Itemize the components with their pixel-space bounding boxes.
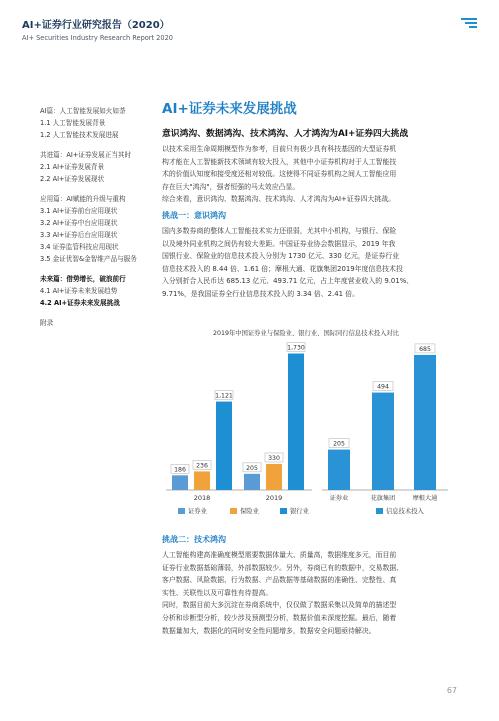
data-label: 685 xyxy=(419,345,431,353)
page-number: 67 xyxy=(446,686,457,695)
toc-item[interactable]: 应用篇：AI赋能的升级与重构 xyxy=(40,195,126,203)
data-label: 330 xyxy=(268,454,280,462)
toc-item[interactable]: 4.2 AI+证券未来发展挑战 xyxy=(40,299,120,307)
lower-content xyxy=(162,530,451,637)
x-tick-label: 2018 xyxy=(193,494,211,502)
toc-item[interactable]: 3.5 金证优智&金智维产品与服务 xyxy=(40,255,137,263)
data-label: 1,121 xyxy=(215,392,233,400)
bar-证券业-2019 xyxy=(244,474,260,490)
it-investment-chart xyxy=(162,326,451,536)
data-label: 205 xyxy=(333,440,345,448)
text-line: 以及境外同业机构之间仍有较大差距。中国证券业协会数据显示，2019 年我 xyxy=(162,239,396,248)
text-line: 国内多数券商的整体人工智能技术实力还很弱，尤其中小机构，与银行、保险 xyxy=(162,226,397,235)
header-accent-icon xyxy=(461,18,477,28)
table-of-contents xyxy=(40,105,158,337)
toc-item[interactable]: 3.3 AI+证券后台应用现状 xyxy=(40,231,118,239)
legend-swatch xyxy=(178,508,185,514)
section-title: AI+证券未来发展挑战 xyxy=(162,101,297,117)
toc-item[interactable]: 4.1 AI+证券未来发展趋势 xyxy=(40,287,118,295)
text-line: 9.71%，是我国证券全行业信息技术投入的 3.34 倍、2.41 倍。 xyxy=(162,289,359,298)
text-line: 综合来看，意识鸿沟、数据鸿沟、技术鸿沟、人才鸿沟为AI+证券四大挑战。 xyxy=(162,195,396,204)
toc-item[interactable]: 1.1 人工智能发展背景 xyxy=(40,119,106,127)
text-line: 实性、关联性以及可靠性有待提高。 xyxy=(162,588,273,597)
toc-item[interactable]: 2.1 AI+证券发展背景 xyxy=(40,163,105,171)
text-line: 以技术采用生命周期模型作为参考，目前只有极少具有科技基因的大型证券机 xyxy=(162,145,397,153)
toc-item[interactable]: 2.2 AI+证券发展现状 xyxy=(40,175,105,183)
x-tick-label: 摩根大通 xyxy=(412,495,438,502)
challenge1-title: 挑战一：意识鸿沟 xyxy=(162,210,226,220)
bar-保险业-2018 xyxy=(194,471,210,490)
text-line: 术的价值认知度和接受度还相对较低。这使得不同证券机构之间人工智能应用 xyxy=(162,170,397,179)
toc-item[interactable]: 1.2 人工智能技术发展进展 xyxy=(40,131,119,139)
text-line: 分析和诊断型分析，较少涉及预测型分析，数据价值未深度挖掘。最后，随着 xyxy=(162,613,397,622)
data-label: 494 xyxy=(377,383,389,391)
chart-svg xyxy=(162,326,451,536)
legend-label: 信息技术投入 xyxy=(386,508,424,515)
page-header xyxy=(22,16,477,42)
toc-section xyxy=(40,193,158,265)
data-label: 186 xyxy=(174,466,186,474)
legend-swatch xyxy=(376,508,383,514)
toc-section xyxy=(40,105,158,141)
text-line: 构才能在人工智能新技术领域有较大投入，其他中小证券机构对于人工智能技 xyxy=(162,157,397,166)
bar-it-证券业 xyxy=(328,450,350,490)
bar-it-摩根大通 xyxy=(414,355,436,490)
x-tick-label: 花旗集团 xyxy=(370,495,396,502)
data-label: 1,730 xyxy=(287,344,305,352)
text-line: 信息技术投入的 8.44 倍、1.61 倍；摩根大通、花旗集团2019年度信息技术投 xyxy=(162,264,403,273)
chart-title: 2019年中国证券业与保险业、银行业、国际同行信息技术投入对比 xyxy=(212,330,400,337)
bar-it-花旗集团 xyxy=(372,393,394,490)
intro-paragraph xyxy=(162,143,451,206)
x-tick-label: 2019 xyxy=(265,494,283,502)
toc-item[interactable]: 3.2 AI+证券中台应用现状 xyxy=(40,219,118,227)
text-line: 入分别折合人民币达 685.13 亿元、493.71 亿元，占上年度营业收入的 9.01%、 xyxy=(162,277,414,286)
main-content xyxy=(162,100,451,301)
bar-银行业-2019 xyxy=(288,354,304,490)
legend-swatch xyxy=(280,508,287,514)
text-line: 国银行业、保险业的信息技术投入分别为 1730 亿元、330 亿元，是证券行业 xyxy=(162,252,400,261)
toc-item[interactable]: AI篇：人工智能发展如火如荼 xyxy=(40,107,126,115)
challenge2-title: 挑战二：技术鸿沟 xyxy=(162,535,226,544)
challenge2-paragraph xyxy=(162,549,451,637)
x-tick-label: 证券业 xyxy=(329,495,349,502)
text-line: 数据量加大，数据化的同时安全性问题增多，数据安全问题亟待解决。 xyxy=(162,626,376,635)
toc-section xyxy=(40,273,158,309)
text-line: 人工智能构建高准确度模型需要数据体量大、质量高，数据维度多元，而目前 xyxy=(162,551,397,559)
report-title: AI+证券行业研究报告（2020） xyxy=(22,20,170,31)
toc-section xyxy=(40,149,158,185)
text-line: 客户数据、风险数据、行为数据、产品数据等基础数据的准确性、完整性、真 xyxy=(162,576,397,585)
legend-label: 银行业 xyxy=(290,508,309,515)
text-line: 证券行业数据基础薄弱，外部数据较少。另外，券商已有的数据中，交易数据、 xyxy=(162,563,404,572)
data-label: 205 xyxy=(246,464,258,472)
report-subtitle: AI+ Securities Industry Research Report 2020 xyxy=(22,34,173,42)
section-subtitle: 意识鸿沟、数据鸿沟、技术鸿沟、人才鸿沟为AI+证券四大挑战 xyxy=(162,129,409,139)
legend-swatch xyxy=(230,508,237,514)
toc-item[interactable]: 共进篇：AI+证券发展正当其时 xyxy=(40,151,132,159)
toc-item[interactable]: 3.1 AI+证券前台应用现状 xyxy=(40,207,118,215)
text-line: 同时，数据目前大多沉淀在券商系统中，仅仅做了数据采集以及简单的描述型 xyxy=(162,601,397,610)
toc-section xyxy=(40,317,158,329)
legend-label: 保险业 xyxy=(240,508,259,515)
bar-证券业-2018 xyxy=(172,475,188,490)
data-label: 236 xyxy=(196,462,208,470)
text-line: 存在巨大"鸿沟"，强者恒强的马太效应凸显。 xyxy=(162,182,300,191)
bar-保险业-2019 xyxy=(266,464,282,490)
toc-item[interactable]: 附录 xyxy=(40,319,54,327)
challenge1-paragraph xyxy=(162,225,451,301)
toc-item[interactable]: 3.4 证券监管科技应用现状 xyxy=(40,243,119,251)
legend-label: 证券业 xyxy=(188,508,207,515)
toc-item[interactable]: 未来篇：借势增长，破浪前行 xyxy=(40,275,126,283)
bar-银行业-2018 xyxy=(216,402,232,490)
